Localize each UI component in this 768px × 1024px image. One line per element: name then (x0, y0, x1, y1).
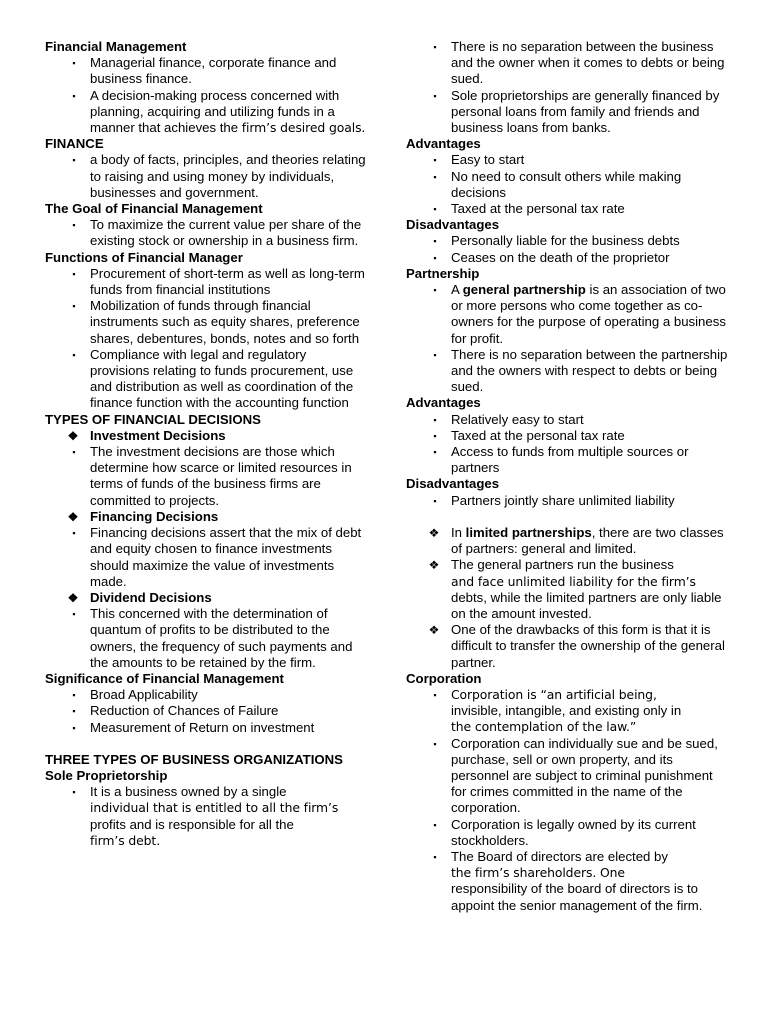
square-bullet-icon: ▪ (433, 495, 437, 506)
subheading-investment: ❖ Investment Decisions (67, 427, 226, 443)
list-item: ▪ Managerial finance, corporate finance and business finance. (45, 55, 367, 87)
list-item: ▪ Measurement of Return on investment (45, 720, 367, 736)
right-column (406, 39, 728, 914)
square-bullet-icon: ▪ (72, 447, 76, 458)
square-bullet-icon: ▪ (72, 301, 76, 312)
square-bullet-icon: ▪ (72, 722, 76, 733)
list-item: ▪ Easy to start (406, 152, 728, 168)
list-item: ❖ One of the drawbacks of this form is that it is difficult to transfer the ownership of the general partner. (428, 622, 725, 670)
list-item: ▪ Corporation can individually sue and be sued, purchase, sell or own property, and its personnel are subject to criminal punishment for crimes committed in the name of the corporation. (406, 736, 728, 817)
list-sole-proprietorship (45, 784, 367, 849)
list-item: ❖ The general partners run the business and face unlimited liability for the firm’s debts, while the limited partners are only liable on the amount invested. (428, 557, 722, 621)
list-item: ▪ Corporation is “an artificial being, invisible, intangible, and existing only in the contemplation of the law.” (406, 687, 728, 736)
square-bullet-icon: ▪ (433, 236, 437, 247)
list-financial-decisions (45, 428, 367, 671)
heading-financial-management: Financial Management (45, 39, 187, 54)
square-bullet-icon: ▪ (433, 349, 437, 360)
square-bullet-icon: ▪ (72, 220, 76, 231)
square-bullet-icon: ▪ (72, 349, 76, 360)
heading-advantages-sole: Advantages (406, 136, 481, 152)
list-item: ▪ A general partnership is an association of two or more persons who come together as co-owners for the purpose of operating a business for profit. (406, 282, 728, 347)
left-column (45, 39, 367, 849)
subheading-financing: ❖ Financing Decisions (67, 508, 219, 524)
diamond-bullet-icon: ❖ (67, 509, 79, 524)
list-financial-management (45, 55, 367, 136)
square-bullet-icon: ▪ (72, 787, 76, 798)
list-item: ▪ To maximize the current value per share of the existing stock or ownership in a business firm. (45, 217, 367, 249)
square-bullet-icon: ▪ (433, 414, 437, 425)
list-item: ▪ Ceases on the death of the proprietor (406, 250, 728, 266)
square-bullet-icon: ▪ (433, 155, 437, 166)
list-item: ▪ Financing decisions assert that the mix of debt and equity chosen to finance investments should maximize the value of investments made. (45, 525, 367, 590)
heading-goal: The Goal of Financial Management (45, 201, 263, 217)
list-sole-continued (406, 39, 728, 136)
list-goal (45, 217, 367, 249)
square-bullet-icon: ▪ (72, 690, 76, 701)
square-bullet-icon: ▪ (433, 430, 437, 441)
heading-sole-proprietorship: Sole Proprietorship (45, 767, 168, 783)
list-corporation (406, 687, 728, 914)
list-item: ▪ It is a business owned by a single individual that is entitled to all the firm’s profits and is responsible for all the firm’s debt. (45, 784, 367, 849)
list-item: ▪ Mobilization of funds through financial instruments such as equity shares, preference shares, debentures, bonds, notes and so forth (45, 298, 367, 347)
diamond-bullet-icon: ❖ (428, 525, 440, 540)
diamond-bullet-icon: ❖ (428, 623, 440, 638)
list-item: ▪ Compliance with legal and regulatory provisions relating to funds procurement, use and distribution as well as coordination of the finance function with the accounting function (45, 347, 367, 412)
subheading-dividend: ❖ Dividend Decisions (67, 589, 212, 605)
heading-finance: FINANCE (45, 136, 104, 152)
list-item: ▪ Reduction of Chances of Failure (45, 703, 367, 719)
list-item: ▪ Partners jointly share unlimited liability (406, 493, 728, 509)
list-item: ▪ A decision-making process concerned with planning, acquiring and utilizing funds in a manner that achieves the firm’s desired goals. (45, 88, 367, 137)
square-bullet-icon: ▪ (72, 268, 76, 279)
heading-disadvantages-partnership: Disadvantages (406, 476, 500, 492)
list-item: ▪ Broad Applicability (45, 687, 367, 703)
heading-disadvantages-sole: Disadvantages (406, 217, 500, 233)
list-item: ▪ Access to funds from multiple sources or partners (406, 444, 728, 476)
diamond-bullet-icon: ❖ (67, 590, 79, 605)
square-bullet-icon: ▪ (72, 155, 76, 166)
list-item: ▪ Personally liable for the business debts (406, 233, 728, 249)
square-bullet-icon: ▪ (72, 528, 76, 539)
list-item: ▪ Taxed at the personal tax rate (406, 428, 728, 444)
square-bullet-icon: ▪ (72, 58, 76, 69)
square-bullet-icon: ▪ (433, 851, 437, 862)
square-bullet-icon: ▪ (433, 738, 437, 749)
list-item: ▪ Relatively easy to start (406, 412, 728, 428)
square-bullet-icon: ▪ (433, 447, 437, 458)
list-item: ▪ Sole proprietorships are generally financed by personal loans from family and friends and business loans from banks. (406, 88, 728, 137)
diamond-bullet-icon: ❖ (67, 428, 79, 443)
list-advantages-partnership (406, 412, 728, 477)
heading-functions: Functions of Financial Manager (45, 249, 243, 265)
heading-three-types: THREE TYPES OF BUSINESS ORGANIZATIONS (45, 751, 343, 767)
heading-types-of-financial-decisions: TYPES OF FINANCIAL DECISIONS (45, 411, 261, 427)
list-item: ▪ There is no separation between the partnership and the owners with respect to debts or being sued. (406, 347, 728, 396)
list-item: ▪ Corporation is legally owned by its current stockholders. (406, 817, 728, 849)
list-item: ❖ In limited partnerships, there are two classes of partners: general and limited. (428, 524, 724, 557)
list-item: ▪ There is no separation between the business and the owner when it comes to debts or being sued. (406, 39, 728, 88)
heading-advantages-partnership: Advantages (406, 395, 481, 411)
heading-corporation: Corporation (406, 670, 482, 686)
list-advantages-sole (406, 152, 728, 217)
square-bullet-icon: ▪ (433, 42, 437, 52)
square-bullet-icon: ▪ (433, 252, 437, 263)
square-bullet-icon: ▪ (72, 706, 76, 717)
list-limited-partnerships (406, 525, 728, 671)
list-finance (45, 152, 367, 201)
square-bullet-icon: ▪ (433, 285, 437, 296)
list-item: ▪ The Board of directors are elected by the firm’s shareholders. One responsibility of the board of directors is to appoint the senior management of the firm. (406, 849, 728, 914)
diamond-bullet-icon: ❖ (428, 558, 440, 573)
square-bullet-icon: ▪ (72, 609, 76, 620)
list-item: ▪ The investment decisions are those which determine how scarce or limited resources in terms of funds of the business firms are committed to projects. (45, 444, 367, 509)
list-item: ▪ This concerned with the determination of quantum of profits to be distributed to the owners, the frequency of such payments and the amounts to be retained by the firm. (45, 606, 367, 671)
square-bullet-icon: ▪ (433, 204, 437, 215)
list-partnership (406, 282, 728, 395)
list-item: ▪ Taxed at the personal tax rate (406, 201, 728, 217)
list-item: ▪ No need to consult others while making decisions (406, 169, 728, 201)
spacer (45, 736, 367, 752)
list-significance (45, 687, 367, 736)
square-bullet-icon: ▪ (433, 171, 437, 182)
square-bullet-icon: ▪ (433, 90, 437, 101)
list-functions (45, 266, 367, 412)
list-disadvantages-partnership (406, 493, 728, 509)
spacer (406, 509, 728, 525)
square-bullet-icon: ▪ (72, 90, 76, 101)
heading-partnership: Partnership (406, 265, 480, 281)
list-disadvantages-sole (406, 233, 728, 265)
square-bullet-icon: ▪ (433, 819, 437, 830)
list-item: ▪ Procurement of short-term as well as long-term funds from financial institutions (45, 266, 367, 298)
heading-significance: Significance of Financial Management (45, 670, 284, 686)
square-bullet-icon: ▪ (433, 689, 437, 700)
list-item: ▪ a body of facts, principles, and theories relating to raising and using money by individuals, businesses and government. (45, 152, 367, 201)
